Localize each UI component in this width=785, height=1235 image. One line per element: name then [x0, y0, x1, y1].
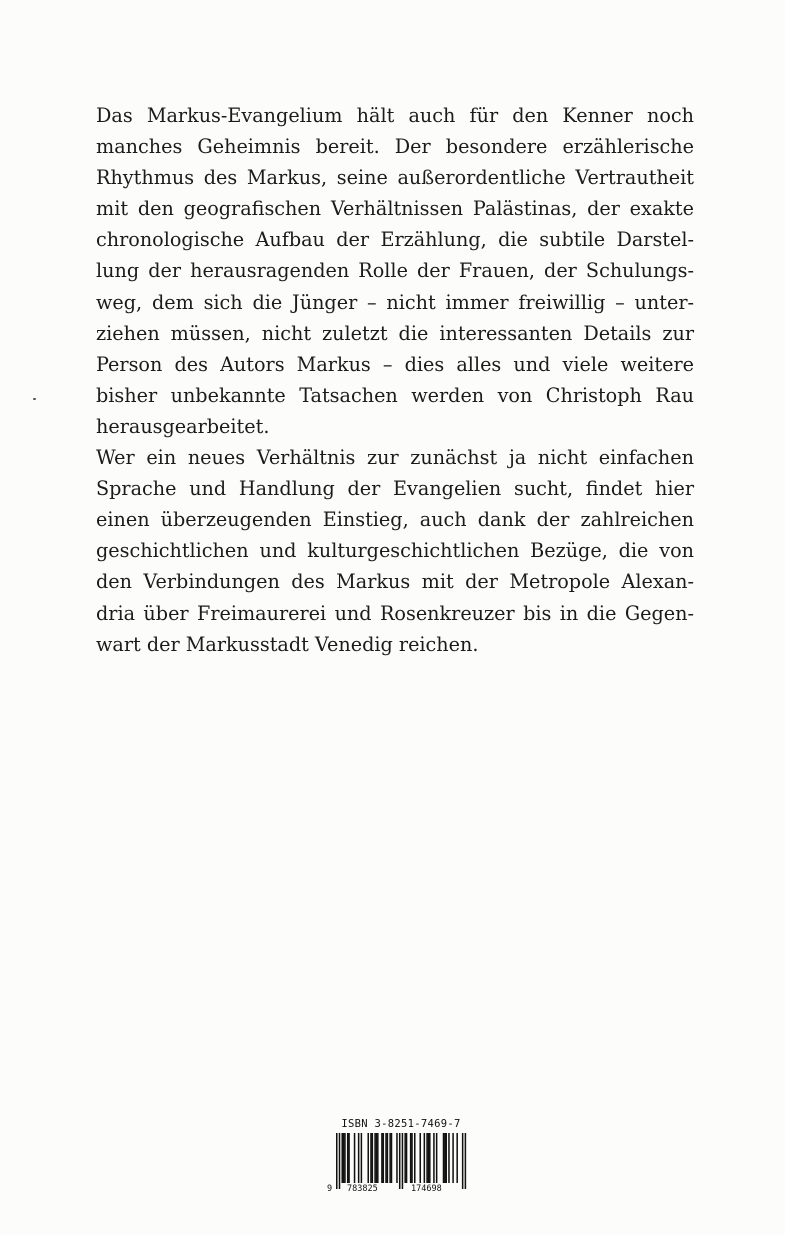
barcode-digits-right: 174698 — [411, 1184, 442, 1194]
blurb-line: geschichtlichen und kulturgeschichtlichen Bezüge, die von — [96, 539, 694, 563]
barcode-bar — [399, 1133, 401, 1189]
blurb-line: lung der herausragenden Rolle der Frauen, der Schulungs- — [96, 259, 694, 283]
barcode-bar — [370, 1133, 372, 1183]
barcode-bar — [358, 1133, 360, 1183]
barcode-bar — [443, 1133, 445, 1183]
barcode-bar — [396, 1133, 398, 1183]
barcode-bar — [465, 1133, 467, 1189]
barcode-bar — [411, 1133, 413, 1183]
barcode-bar — [444, 1133, 446, 1183]
barcode-bar — [341, 1133, 343, 1183]
barcode-bar — [391, 1133, 393, 1183]
barcode-bars — [328, 1133, 474, 1189]
barcode-bar — [383, 1133, 385, 1183]
blurb-line: dria über Freimaurerei und Rosenkreuzer bis in die Gegen- — [96, 601, 694, 625]
blurb-paragraph-2 — [96, 442, 694, 660]
barcode-bar — [367, 1133, 369, 1183]
barcode-bar — [385, 1133, 387, 1183]
barcode-bar — [429, 1133, 431, 1183]
barcode-bar — [452, 1133, 454, 1183]
barcode-bar — [361, 1133, 363, 1183]
barcode-bar — [424, 1133, 426, 1183]
barcode-bar — [381, 1133, 383, 1183]
blurb-line: manches Geheimnis bereit. Der besondere erzählerische — [96, 135, 694, 159]
blurb-line: weg, dem sich die Jünger – nicht immer freiwillig – unter- — [96, 290, 694, 314]
barcode-bar — [445, 1133, 447, 1183]
blurb-line: Person des Autors Markus – dies alles und viele weitere — [96, 352, 694, 376]
barcode-bar — [428, 1133, 430, 1183]
blurb-line: einen überzeugenden Einstieg, auch dank der zahlreichen — [96, 508, 694, 532]
isbn-label: ISBN 3-8251-7469-7 — [341, 1118, 461, 1130]
barcode-bar — [410, 1133, 412, 1183]
barcode-bar — [348, 1133, 350, 1183]
blurb-line: Rhythmus des Markus, seine außerordentliche Vertrautheit — [96, 166, 694, 190]
blurb-line: wart der Markusstadt Venedig reichen. — [96, 632, 479, 656]
paper-speck — [33, 398, 36, 400]
blurb-line: bisher unbekannte Tatsachen werden von Christoph Rau — [96, 383, 694, 407]
barcode-bar — [448, 1133, 450, 1183]
blurb-line: herausgearbeitet. — [96, 414, 270, 438]
blurb-line: ziehen müssen, nicht zuletzt die interessanten Details zur — [96, 321, 694, 345]
barcode-digit-prefix: 9 — [327, 1184, 333, 1194]
blurb-line: mit den geografischen Verhältnissen Palästinas, der exakte — [96, 197, 694, 221]
barcode-bar — [433, 1133, 435, 1183]
barcode-bar — [436, 1133, 438, 1183]
blurb-line: Wer ein neues Verhältnis zur zunächst ja nicht einfachen — [96, 446, 694, 470]
blurb-line: Das Markus-Evangelium hält auch für den Kenner noch — [96, 104, 694, 127]
barcode-bar — [404, 1133, 406, 1183]
cover-blurb — [96, 100, 694, 660]
barcode-bar — [414, 1133, 416, 1183]
blurb-line: den Verbindungen des Markus mit der Metropole Alexan- — [96, 570, 694, 594]
barcode-bar — [354, 1133, 356, 1183]
barcode-bar — [456, 1133, 458, 1183]
barcode-bar — [343, 1133, 345, 1183]
barcode-bar — [336, 1133, 338, 1189]
barcode-bar — [406, 1133, 408, 1183]
barcode-bar — [344, 1133, 346, 1183]
barcode-bar — [347, 1133, 349, 1183]
barcode-bar — [389, 1133, 391, 1183]
isbn-barcode — [328, 1118, 474, 1200]
barcode-bar — [387, 1133, 389, 1183]
barcode-bar — [374, 1133, 376, 1183]
barcode-bar — [462, 1133, 464, 1189]
blurb-line: Sprache und Handlung der Evangelien sucht, findet hier — [96, 477, 694, 501]
barcode-digits-left: 783825 — [347, 1184, 378, 1194]
barcode-bar — [426, 1133, 428, 1183]
blurb-paragraph-1 — [96, 100, 694, 442]
barcode-bar — [372, 1133, 374, 1183]
barcode-bar — [376, 1133, 378, 1183]
blurb-line: chronologische Aufbau der Erzählung, die subtile Darstel- — [96, 228, 694, 252]
barcode-bar — [419, 1133, 421, 1183]
barcode-bar — [339, 1133, 341, 1189]
barcode-bar — [402, 1133, 404, 1189]
barcode-bar — [377, 1133, 379, 1183]
